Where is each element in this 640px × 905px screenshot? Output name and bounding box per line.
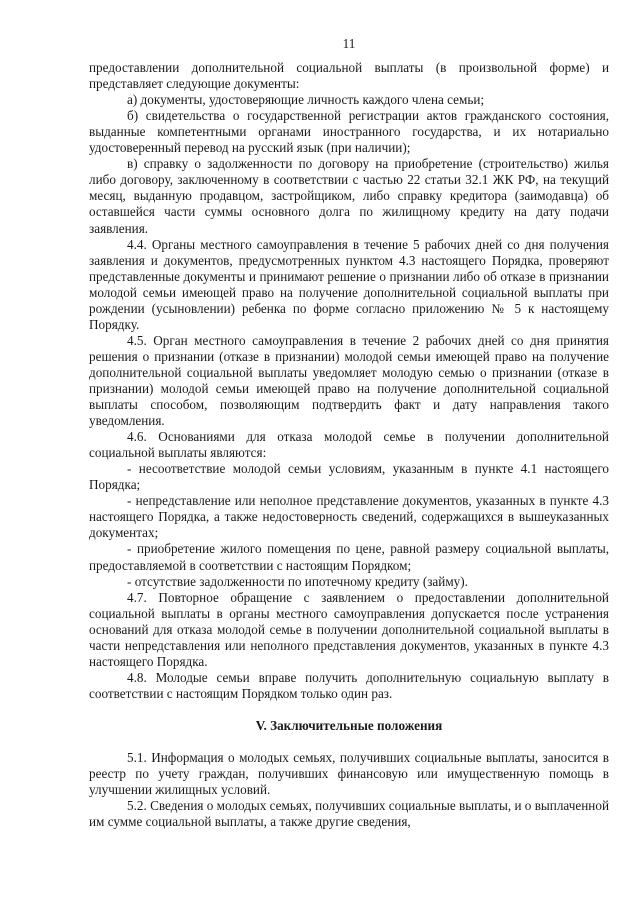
- clause-4-5: 4.5. Орган местного самоуправления в течение 2 рабочих дней со дня принятия решения о признании (отказе в признании) молодой семьи имеющей право на получение дополнительной социальной выплаты уведомляет молодую семью о признании (отказе в признании) молодой семьи имеющей право на получение дополнительной социальной выплаты способом, позволяющим подтвердить факт и дату направления такого уведомления.: [89, 332, 609, 429]
- refusal-reason-4: - отсутствие задолженности по ипотечному кредиту (займу).: [127, 573, 468, 589]
- document-page: [89, 36, 609, 830]
- clause-5-2: 5.2. Сведения о молодых семьях, получивших социальные выплаты, и о выплаченной им сумме социальной выплаты, а также другие сведения,: [89, 798, 609, 830]
- refusal-reason-1: - несоответствие молодой семьи условиям, указанным в пункте 4.1 настоящего Порядка;: [89, 461, 609, 493]
- clause-4-8: 4.8. Молодые семьи вправе получить дополнительную социальную выплату в соответствии с настоящим Порядком только один раз.: [89, 669, 609, 701]
- clause-5-1: 5.1. Информация о молодых семьях, получивших социальные выплаты, заносится в реестр по учету граждан, получивших финансовую или имущественную помощь в улучшении жилищных условий.: [89, 749, 609, 798]
- clause-4-7: 4.7. Повторное обращение с заявлением о предоставлении дополнительной социальной выплаты в органы местного самоуправления допускается после устранения оснований для отказа молодой семье в получении дополнительной социальной выплаты в части непредставления или неполного представления документов, указанных в пункте 4.3 настоящего Порядка.: [89, 589, 609, 669]
- clause-4-6: 4.6. Основаниями для отказа молодой семье в получении дополнительной социальной выплаты являются:: [89, 429, 609, 461]
- refusal-reason-3: - приобретение жилого помещения по цене, равной размеру социальной выплаты, предоставляемой в соответствии с настоящим Порядком;: [89, 541, 609, 573]
- section-heading: V. Заключительные положения: [255, 717, 443, 733]
- list-item-a: а) документы, удостоверяющие личность каждого члена семьи;: [127, 92, 485, 108]
- page-number: 11: [342, 36, 356, 51]
- list-item-b: б) свидетельства о государственной регистрации актов гражданского состояния, выданные компетентными органами иностранного государства, и их нотариально удостоверенный перевод на русский язык (при наличии);: [89, 108, 609, 156]
- clause-4-4: 4.4. Органы местного самоуправления в течение 5 рабочих дней со дня получения заявления и документов, предусмотренных пунктом 4.3 настоящего Порядка, проверяют представленные документы и принимают решение о признании либо об отказе в признании молодой семьи имеющей право на получение дополнительной социальной выплаты при рождении (усыновлении) ребенка по форме согласно приложению № 5 к настоящему Порядку.: [89, 236, 609, 332]
- list-item-v: в) справку о задолженности по договору на приобретение (строительство) жилья либо договору, заключенному в соответствии с частью 22 статьи 32.1 ЖК РФ, на текущий месяц, выданную продавцом, застройщиком, либо справку кредитора (заимодавца) об оставшейся части суммы основного долга по жилищному кредиту на дату подачи заявления.: [89, 156, 609, 236]
- paragraph-continuation: предоставлении дополнительной социальной выплаты (в произвольной форме) и представляет следующие документы:: [89, 60, 609, 92]
- refusal-reason-2: - непредставление или неполное представление документов, указанных в пункте 4.3 настоящего Порядка, а также недостоверность сведений, содержащихся в вышеуказанных документах;: [89, 493, 609, 541]
